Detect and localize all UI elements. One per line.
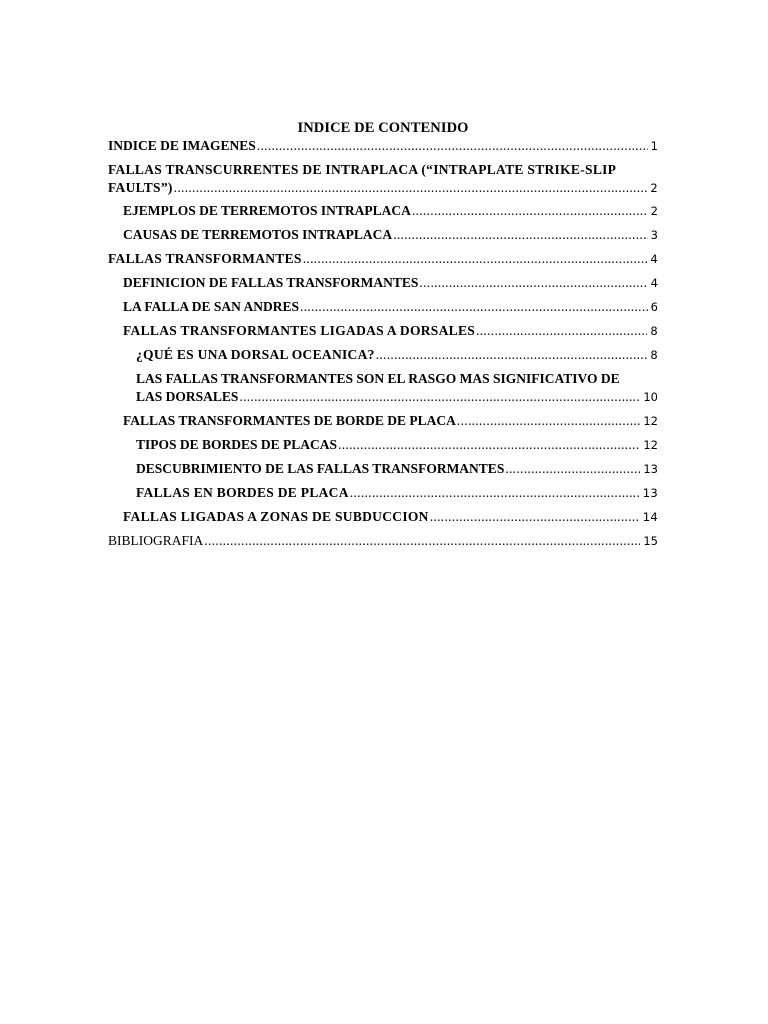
toc-entry-label: TIPOS DE BORDES DE PLACAS <box>136 437 338 452</box>
toc-page-number: 4 <box>650 276 658 290</box>
toc-entry-rasgo-significativo[interactable] <box>108 370 658 406</box>
toc-entry-fallas-transcurrentes[interactable] <box>108 161 658 197</box>
toc-entry-label: FAULTS”) <box>108 180 173 195</box>
dot-leader <box>303 250 648 268</box>
toc-entry-label-line1: LAS FALLAS TRANSFORMANTES SON EL RASGO MAS SIGNIFICATIVO DE <box>136 371 620 386</box>
dot-leader <box>505 460 640 478</box>
toc-entry-descubrimiento[interactable] <box>108 460 658 478</box>
toc-page-number: 1 <box>650 139 658 153</box>
toc-entry-ejemplos-terremotos[interactable] <box>108 202 658 220</box>
toc-entry-label: FALLAS LIGADAS A ZONAS DE SUBDUCCION <box>123 509 429 524</box>
dot-leader <box>350 484 640 502</box>
dot-leader <box>338 436 640 454</box>
table-of-contents <box>108 137 658 550</box>
dot-leader <box>204 532 640 550</box>
dot-leader <box>457 412 640 430</box>
toc-entry-causas-terremotos[interactable] <box>108 226 658 244</box>
toc-entry-label-line1: FALLAS TRANSCURRENTES DE INTRAPLACA (“INTRAPLATE STRIKE-SLIP <box>108 162 617 177</box>
toc-entry-label: FALLAS TRANSFORMANTES DE BORDE DE PLACA <box>123 413 456 428</box>
dot-leader <box>376 346 648 364</box>
toc-entry-label: LA FALLA DE SAN ANDRES <box>123 299 300 314</box>
toc-entry-label: FALLAS TRANSFORMANTES LIGADAS A DORSALES <box>123 323 476 338</box>
toc-page-number: 2 <box>650 181 658 195</box>
toc-entry-ligadas-dorsales[interactable] <box>108 322 658 340</box>
toc-entry-label: BIBLIOGRAFIA <box>108 533 204 548</box>
dot-leader <box>257 137 648 155</box>
toc-entry-dorsal-oceanica[interactable] <box>108 346 658 364</box>
toc-entry-label: EJEMPLOS DE TERREMOTOS INTRAPLACA <box>123 203 411 218</box>
dot-leader <box>239 388 640 406</box>
toc-entry-label: ¿QUÉ ES UNA DORSAL OCEANICA? <box>136 347 375 362</box>
toc-entry-label: DESCUBRIMIENTO DE LAS FALLAS TRANSFORMANTES <box>136 461 505 476</box>
toc-page-number: 2 <box>650 204 658 218</box>
toc-page-number: 8 <box>650 348 658 362</box>
toc-page-number: 4 <box>650 252 658 266</box>
dot-leader <box>300 298 648 316</box>
toc-page-number: 10 <box>643 390 658 404</box>
toc-entry-label: FALLAS EN BORDES DE PLACA <box>136 485 349 500</box>
dot-leader <box>476 322 647 340</box>
toc-entry-falla-san-andres[interactable] <box>108 298 658 316</box>
toc-entry-fallas-bordes-placa[interactable] <box>108 484 658 502</box>
toc-entry-label: LAS DORSALES <box>136 389 239 404</box>
toc-title: INDICE DE CONTENIDO <box>297 120 469 136</box>
toc-entry-indice-de-imagenes[interactable] <box>108 137 658 155</box>
dot-leader <box>430 508 640 526</box>
toc-entry-borde-de-placa[interactable] <box>108 412 658 430</box>
toc-page-number: 14 <box>642 510 658 524</box>
toc-entry-zonas-subduccion[interactable] <box>108 508 658 526</box>
dot-leader <box>419 274 647 292</box>
toc-page-number: 13 <box>642 486 658 500</box>
toc-page-number: 12 <box>643 438 658 452</box>
toc-page-number: 13 <box>643 462 658 476</box>
toc-entry-definicion-fallas[interactable] <box>108 274 658 292</box>
dot-leader <box>412 202 648 220</box>
toc-entry-label: FALLAS TRANSFORMANTES <box>108 251 302 266</box>
toc-entry-tipos-bordes[interactable] <box>108 436 658 454</box>
dot-leader <box>393 226 647 244</box>
toc-entry-fallas-transformantes[interactable] <box>108 250 658 268</box>
toc-page-number: 3 <box>650 228 658 242</box>
dot-leader <box>174 179 648 197</box>
toc-page-number: 8 <box>650 324 658 338</box>
toc-entry-label: CAUSAS DE TERREMOTOS INTRAPLACA <box>123 227 393 242</box>
toc-page-number: 12 <box>643 414 658 428</box>
toc-entry-label: DEFINICION DE FALLAS TRANSFORMANTES <box>123 275 419 290</box>
toc-page-number: 6 <box>650 300 658 314</box>
toc-entry-label: INDICE DE IMAGENES <box>108 138 256 153</box>
toc-entry-bibliografia[interactable] <box>108 532 658 550</box>
toc-page-number: 15 <box>643 534 658 548</box>
